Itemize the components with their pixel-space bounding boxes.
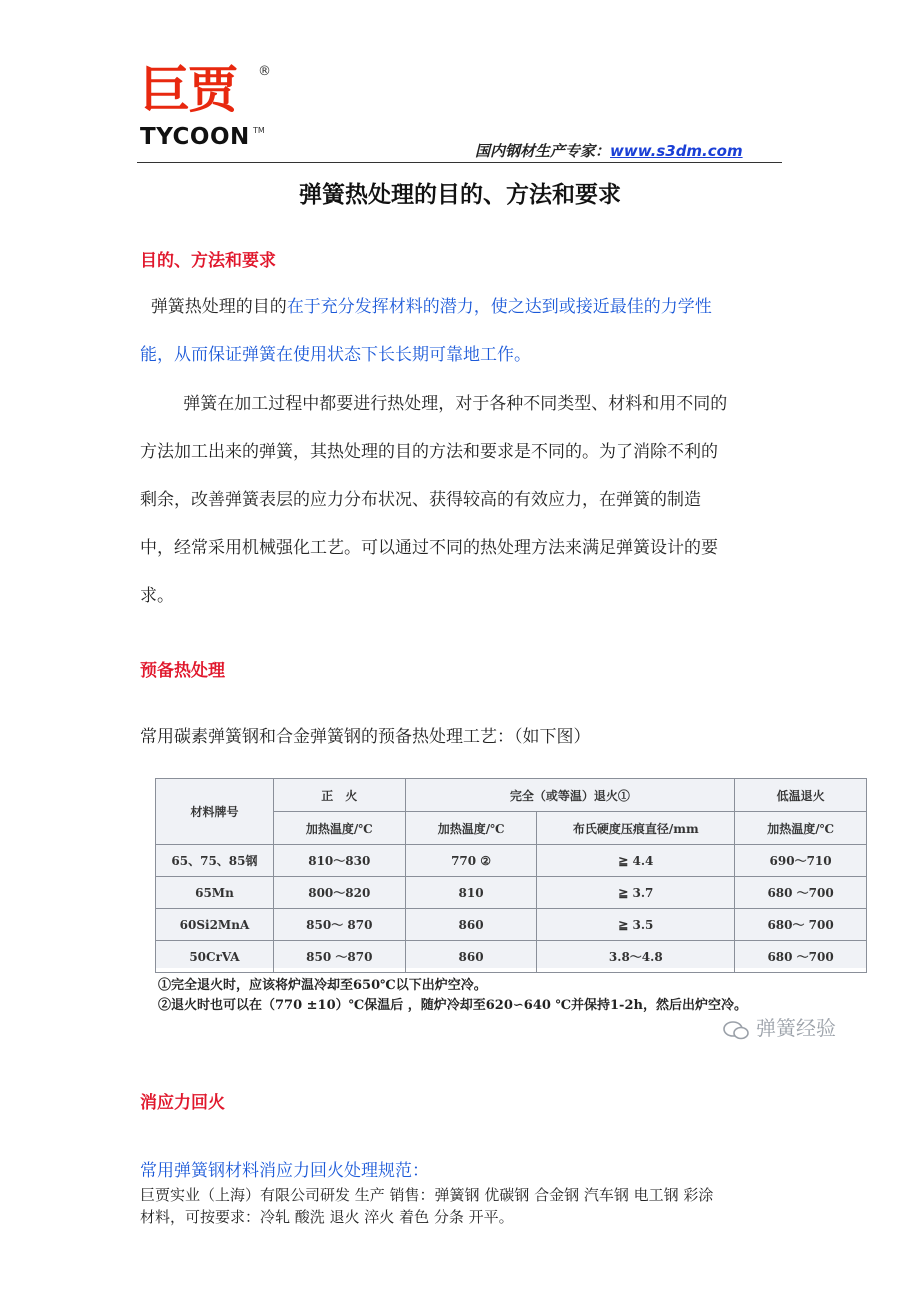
heat-treatment-table [155,778,867,973]
table-note-2: ②退火时也可以在（770 ±10）℃保温后 ，随炉冷却至620∽640 ℃并保持1-2h，然后出炉空冷。 [158,998,747,1013]
trademark-mark: TM [253,126,265,135]
section-heading-pre-treatment: 预备热处理 [140,661,225,681]
cell-normalize: 800～820 [273,877,405,909]
paragraph-purpose [140,283,780,379]
logo-english: TYCOON [140,124,250,150]
header-slogan [475,140,743,161]
wechat-icon [722,1020,750,1040]
cell-material: 60Si2MnA [156,909,274,941]
table-row [156,877,867,909]
table-row [156,941,867,973]
paragraph-process [140,380,780,620]
header-low-anneal: 低温退火 [735,779,867,812]
heat-treatment-table-image [155,778,867,968]
cell-low-anneal: 690～710 [735,845,867,877]
header-material: 材料牌号 [156,779,274,845]
cell-low-anneal: 680 ～700 [735,941,867,973]
cell-low-anneal: 680 ～700 [735,877,867,909]
cell-anneal: 810 [405,877,537,909]
process-line-5: 求。 [140,586,174,606]
cell-normalize: 810～830 [273,845,405,877]
purpose-highlight-text-2: 能，从而保证弹簧在使用状态下长长期可靠地工作。 [140,345,531,365]
purpose-highlight-text: 在于充分发挥材料的潜力，使之达到或接近最佳的力学性 [286,297,712,317]
subheader-heat-temp: 加热温度/℃ [405,812,537,845]
cell-hardness: ≧ 3.7 [537,877,735,909]
watermark [722,1012,836,1041]
section-heading-stress-relief: 消应力回火 [140,1093,225,1113]
cell-anneal: 770 ② [405,845,537,877]
cell-normalize: 850 ～870 [273,941,405,973]
cell-low-anneal: 680～ 700 [735,909,867,941]
paragraph-line [140,283,780,331]
cell-anneal: 860 [405,909,537,941]
logo-chinese: 巨贾 [140,60,236,119]
footer-line-2: 材料，可按要求：冷轧 酸洗 退火 淬火 着色 分条 开平。 [140,1208,514,1226]
table-note-1: ①完全退火时，应该将炉温冷却至650℃以下出炉空冷。 [158,978,487,993]
cell-hardness: ≧ 3.5 [537,909,735,941]
page-title: 弹簧热处理的目的、方法和要求 [299,182,621,208]
footer-line-1: 巨贾实业（上海）有限公司研发 生产 销售：弹簧钢 优碳钢 合金钢 汽车钢 电工钢 彩涂 [140,1186,714,1204]
table-caption: 常用碳素弹簧钢和合金弹簧钢的预备热处理工艺：（如下图） [140,727,591,747]
subheader-heat-temp: 加热温度/℃ [273,812,405,845]
registered-mark: ® [258,64,271,79]
cell-material: 50CrVA [156,941,274,973]
website-link[interactable]: www.s3dm.com [610,142,743,160]
watermark-text: 弹簧经验 [756,1016,836,1040]
purpose-plain-text: 弹簧热处理的目的 [150,297,287,317]
paragraph-line [140,380,780,428]
process-line-3: 剩余，改善弹簧表层的应力分布状况、获得较高的有效应力，在弹簧的制造 [140,490,701,510]
cell-normalize: 850～ 870 [273,909,405,941]
header-normalize: 正 火 [273,779,405,812]
section-heading-purpose: 目的、方法和要求 [140,251,276,271]
header-divider [137,162,782,163]
cell-hardness: ≧ 4.4 [537,845,735,877]
stress-relief-subheading: 常用弹簧钢材料消应力回火处理规范： [140,1161,429,1181]
subheader-hardness: 布氏硬度压痕直径/mm [537,812,735,845]
cell-material: 65Mn [156,877,274,909]
process-line-2: 方法加工出来的弹簧，其热处理的目的方法和要求是不同的。为了消除不利的 [140,442,718,462]
slogan-text: 国内钢材生产专家： [475,142,611,160]
table-row [156,909,867,941]
process-line-4: 中，经常采用机械强化工艺。可以通过不同的热处理方法来满足弹簧设计的要 [140,538,718,558]
header-anneal: 完全（或等温）退火① [405,779,734,812]
cell-hardness: 3.8～4.8 [537,941,735,973]
subheader-heat-temp: 加热温度/℃ [735,812,867,845]
cell-material: 65、75、85钢 [156,845,274,877]
cell-anneal: 860 [405,941,537,973]
process-line-1: 弹簧在加工过程中都要进行热处理，对于各种不同类型、材料和用不同的 [183,394,728,414]
table-row [156,845,867,877]
